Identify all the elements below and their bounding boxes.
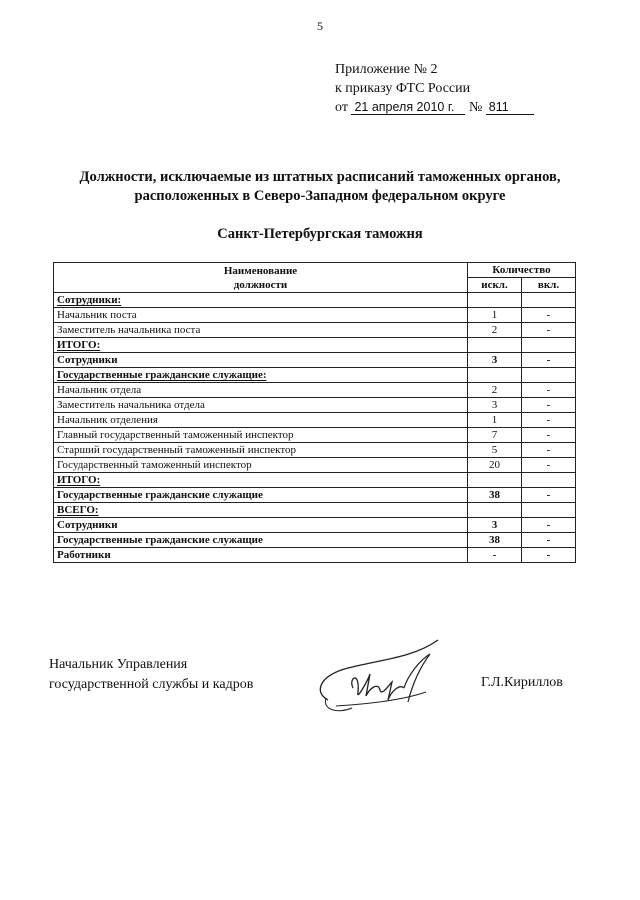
table-row [54, 293, 576, 308]
position-name-cell: Сотрудники [54, 518, 468, 533]
signer-position-line2: государственной службы и кадров [49, 677, 254, 692]
appendix-order-ref: к приказу ФТС России [335, 81, 471, 96]
column-header-name [54, 263, 468, 293]
included-count-cell [522, 473, 576, 488]
excluded-count-cell: 3 [468, 518, 522, 533]
included-count-cell: - [522, 533, 576, 548]
signature-position [49, 655, 253, 695]
excluded-count-cell [468, 503, 522, 518]
table-row [54, 458, 576, 473]
table-row [54, 533, 576, 548]
position-name-cell: Заместитель начальника поста [54, 323, 468, 338]
position-name-cell: Государственные гражданские служащие [54, 533, 468, 548]
position-name-cell: Государственный таможенный инспектор [54, 458, 468, 473]
included-count-cell: - [522, 458, 576, 473]
column-header-excluded: искл. [468, 278, 522, 293]
included-count-cell: - [522, 428, 576, 443]
table-row [54, 518, 576, 533]
included-count-cell: - [522, 548, 576, 563]
signer-name: Г.Л.Кириллов [481, 675, 563, 690]
order-number: 811 [486, 100, 534, 115]
table-row [54, 428, 576, 443]
column-header-quantity: Количество [468, 263, 576, 278]
appendix-date-line [335, 98, 534, 117]
included-count-cell: - [522, 443, 576, 458]
excluded-count-cell: 3 [468, 353, 522, 368]
date-prefix: от [335, 100, 348, 115]
table-row [54, 308, 576, 323]
included-count-cell: - [522, 353, 576, 368]
excluded-count-cell: 2 [468, 383, 522, 398]
excluded-count-cell [468, 368, 522, 383]
table-row [54, 503, 576, 518]
title-line-1: Должности, исключаемые из штатных расписаний таможенных органов, [79, 169, 561, 185]
table-row [54, 488, 576, 503]
column-header-name-line2: должности [233, 278, 288, 291]
included-count-cell: - [522, 323, 576, 338]
excluded-count-cell [468, 293, 522, 308]
excluded-count-cell: 38 [468, 488, 522, 503]
table-body [54, 293, 576, 563]
customs-office-title: Санкт-Петербургская таможня [217, 226, 423, 242]
position-name-cell: Государственные гражданские служащие: [54, 368, 468, 383]
position-name-cell: Сотрудники: [54, 293, 468, 308]
table-row [54, 368, 576, 383]
included-count-cell: - [522, 518, 576, 533]
column-header-included: вкл. [522, 278, 576, 293]
excluded-count-cell: 7 [468, 428, 522, 443]
excluded-count-cell: 20 [468, 458, 522, 473]
signer-position-line1: Начальник Управления [49, 657, 188, 672]
order-date: 21 апреля 2010 г. [351, 100, 465, 115]
included-count-cell [522, 293, 576, 308]
table-row [54, 473, 576, 488]
table-row [54, 323, 576, 338]
included-count-cell [522, 503, 576, 518]
included-count-cell: - [522, 488, 576, 503]
position-name-cell: Начальник отделения [54, 413, 468, 428]
table-row [54, 338, 576, 353]
document-title [40, 168, 600, 206]
position-name-cell: ИТОГО: [54, 338, 468, 353]
excluded-count-cell: - [468, 548, 522, 563]
positions-table [53, 262, 576, 563]
excluded-count-cell: 38 [468, 533, 522, 548]
included-count-cell: - [522, 413, 576, 428]
included-count-cell: - [522, 398, 576, 413]
table-row [54, 383, 576, 398]
position-name-cell: Старший государственный таможенный инспектор [54, 443, 468, 458]
page-number: 5 [317, 19, 323, 33]
excluded-count-cell: 2 [468, 323, 522, 338]
excluded-count-cell [468, 473, 522, 488]
position-name-cell: Заместитель начальника отдела [54, 398, 468, 413]
position-name-cell: Главный государственный таможенный инспектор [54, 428, 468, 443]
table-row [54, 398, 576, 413]
included-count-cell: - [522, 383, 576, 398]
excluded-count-cell: 3 [468, 398, 522, 413]
position-name-cell: Государственные гражданские служащие [54, 488, 468, 503]
excluded-count-cell: 1 [468, 308, 522, 323]
position-name-cell: Начальник поста [54, 308, 468, 323]
position-name-cell: ИТОГО: [54, 473, 468, 488]
excluded-count-cell: 5 [468, 443, 522, 458]
table-row [54, 443, 576, 458]
position-name-cell: Начальник отдела [54, 383, 468, 398]
table-row [54, 353, 576, 368]
included-count-cell: - [522, 308, 576, 323]
appendix-number: Приложение № 2 [335, 62, 438, 77]
table-row [54, 413, 576, 428]
position-name-cell: ВСЕГО: [54, 503, 468, 518]
excluded-count-cell: 1 [468, 413, 522, 428]
excluded-count-cell [468, 338, 522, 353]
number-label: № [468, 100, 483, 115]
appendix-header [335, 60, 534, 117]
table-row [54, 548, 576, 563]
position-name-cell: Сотрудники [54, 353, 468, 368]
included-count-cell [522, 368, 576, 383]
title-line-2: расположенных в Северо-Западном федеральном округе [134, 188, 506, 204]
position-name-cell: Работники [54, 548, 468, 563]
included-count-cell [522, 338, 576, 353]
handwritten-signature [308, 630, 458, 720]
column-header-name-line1: Наименование [223, 264, 298, 277]
